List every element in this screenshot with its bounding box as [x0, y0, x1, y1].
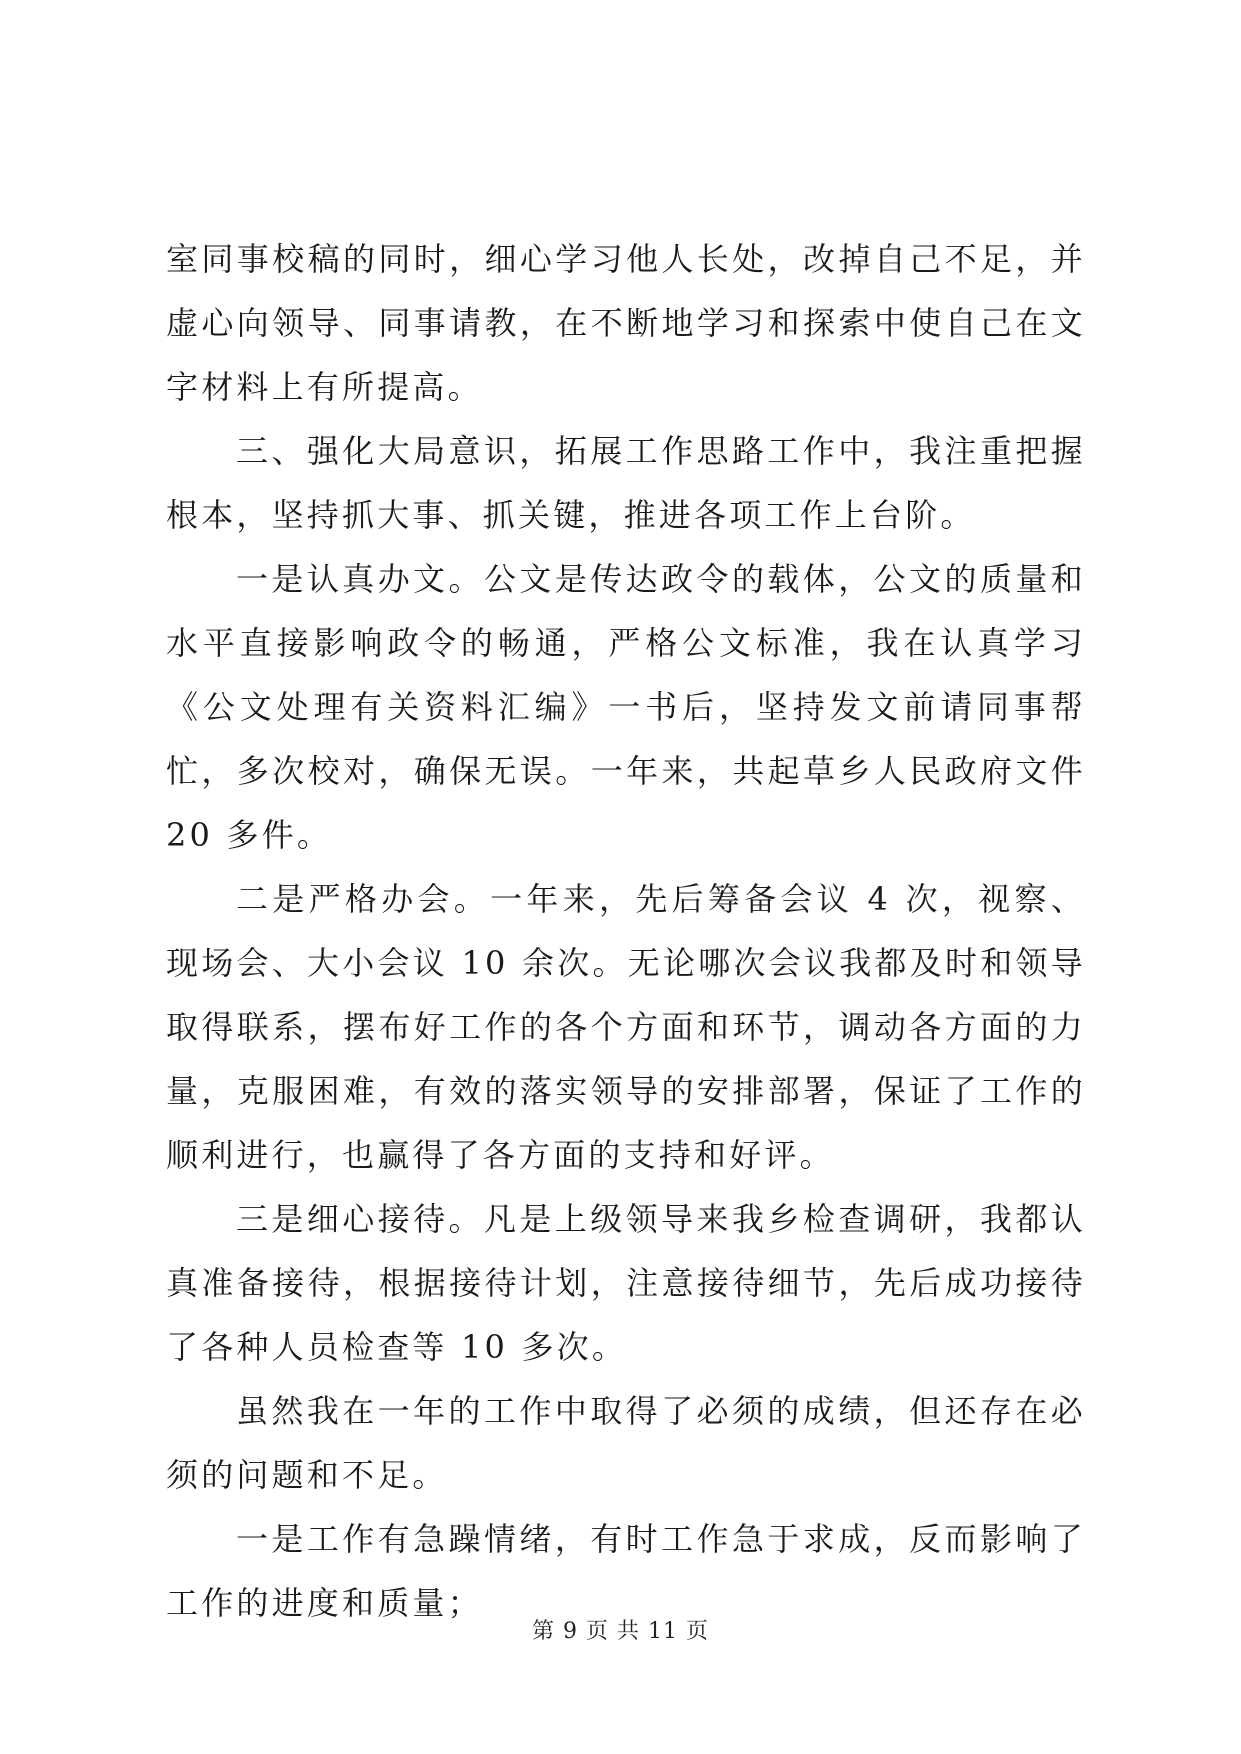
paragraph-5: 三是细心接待。凡是上级领导来我乡检查调研，我都认真准备接待，根据接待计划，注意接待细节，先后成功接待了各种人员检查等 10 多次。 — [166, 1200, 1086, 1366]
paragraph-6: 虽然我在一年的工作中取得了必须的成绩，但还存在必须的问题和不足。 — [166, 1392, 1086, 1494]
paragraph-4: 二是严格办会。一年来，先后筹备会议 4 次，视察、现场会、大小会议 10 余次。无论哪次会议我都及时和领导取得联系，摆布好工作的各个方面和环节，调动各方面的力量，克服困难，有效的落实领导的安排部署，保证了工作的顺利进行，也赢得了各方面的支持和好评。 — [166, 880, 1086, 1174]
paragraph-2: 三、强化大局意识，拓展工作思路工作中，我注重把握根本，坚持抓大事、抓关键，推进各项工作上台阶。 — [166, 432, 1086, 534]
paragraph-1: 室同事校稿的同时，细心学习他人长处，改掉自己不足，并虚心向领导、同事请教，在不断地学习和探索中使自己在文字材料上有所提高。 — [166, 240, 1086, 406]
paragraph-3: 一是认真办文。公文是传达政令的载体，公文的质量和水平直接影响政令的畅通，严格公文标准，我在认真学习《公文处理有关资料汇编》一书后，坚持发文前请同事帮忙，多次校对，确保无误。一年来，共起草乡人民政府文件 20 多件。 — [166, 560, 1086, 854]
page-number-footer: 第 9 页 共 11 页 — [532, 1619, 709, 1644]
paragraph-7: 一是工作有急躁情绪，有时工作急于求成，反而影响了工作的进度和质量； — [166, 1520, 1086, 1622]
document-body — [166, 227, 1086, 1635]
